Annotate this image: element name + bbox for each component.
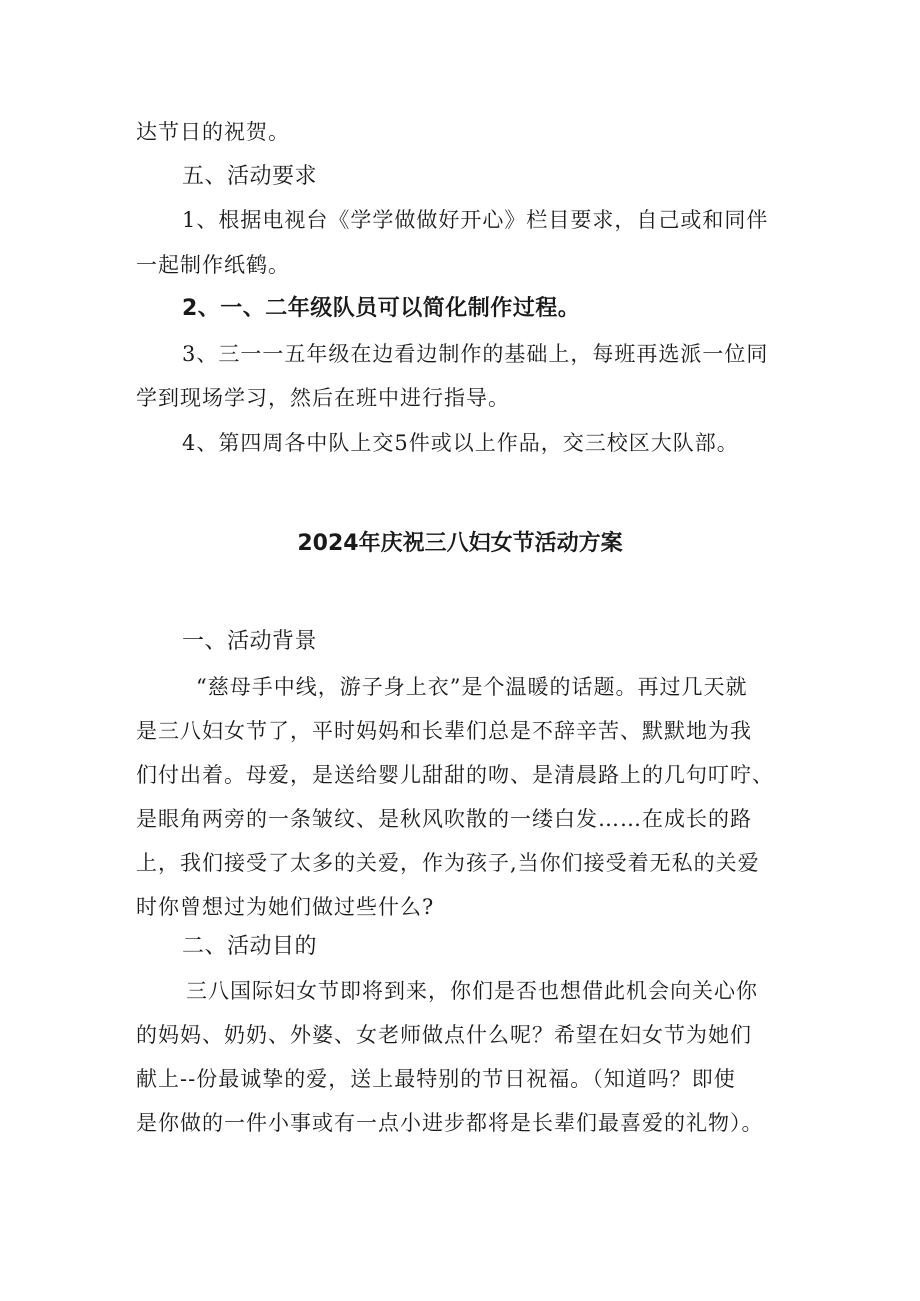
- background-line: 是眼角两旁的一条皱纹、是秋风吹散的一缕白发……在成长的路: [136, 807, 752, 831]
- background-line: “慈母手中线，游子身上衣”是个温暖的话题。再过几天就: [196, 675, 748, 699]
- purpose-line: 三八国际妇女节即将到来，你们是否也想借此机会向关心你: [186, 979, 758, 1003]
- heading-activity-requirements: 五、活动要求: [182, 164, 318, 189]
- requirement-4: 4、第四周各中队上交5件或以上作品，交三校区大队部。: [182, 431, 739, 455]
- requirement-2: 2、一、二年级队员可以简化制作过程。: [182, 296, 581, 321]
- paragraph-tail: 达节日的祝贺。: [136, 120, 290, 144]
- background-line: 是三八妇女节了，平时妈妈和长辈们总是不辞辛苦、默默地为我: [136, 719, 752, 743]
- heading-activity-purpose: 二、活动目的: [182, 934, 318, 959]
- background-line: 们付出着。母爱，是送给婴儿甜甜的吻、是清晨路上的几句叮咛、: [136, 763, 774, 787]
- requirement-1-line-1: 1、根据电视台《学学做做好开心》栏目要求，自己或和同伴: [182, 208, 769, 232]
- requirement-1-line-2: 一起制作纸鹤。: [136, 253, 290, 277]
- requirement-3-line-1: 3、三一一五年级在边看边制作的基础上，每班再选派一位同: [182, 342, 769, 366]
- purpose-line: 献上--份最诚挚的爱，送上最特别的节日祝福。（知道吗？即使: [136, 1067, 736, 1091]
- requirement-3-line-2: 学到现场学习，然后在班中进行指导。: [136, 386, 510, 410]
- heading-activity-background: 一、活动背景: [182, 629, 318, 654]
- purpose-line: 是你做的一件小事或有一点小进步都将是长辈们最喜爱的礼物）。: [136, 1111, 764, 1135]
- document-title: 2024年庆祝三八妇女节活动方案: [297, 531, 623, 556]
- purpose-line: 的妈妈、奶奶、外婆、女老师做点什么呢？希望在妇女节为她们: [136, 1023, 752, 1047]
- background-line: 上，我们接受了太多的关爱，作为孩子,当你们接受着无私的关爱: [136, 851, 760, 875]
- background-line: 时你曾想过为她们做过些什么?: [136, 895, 435, 919]
